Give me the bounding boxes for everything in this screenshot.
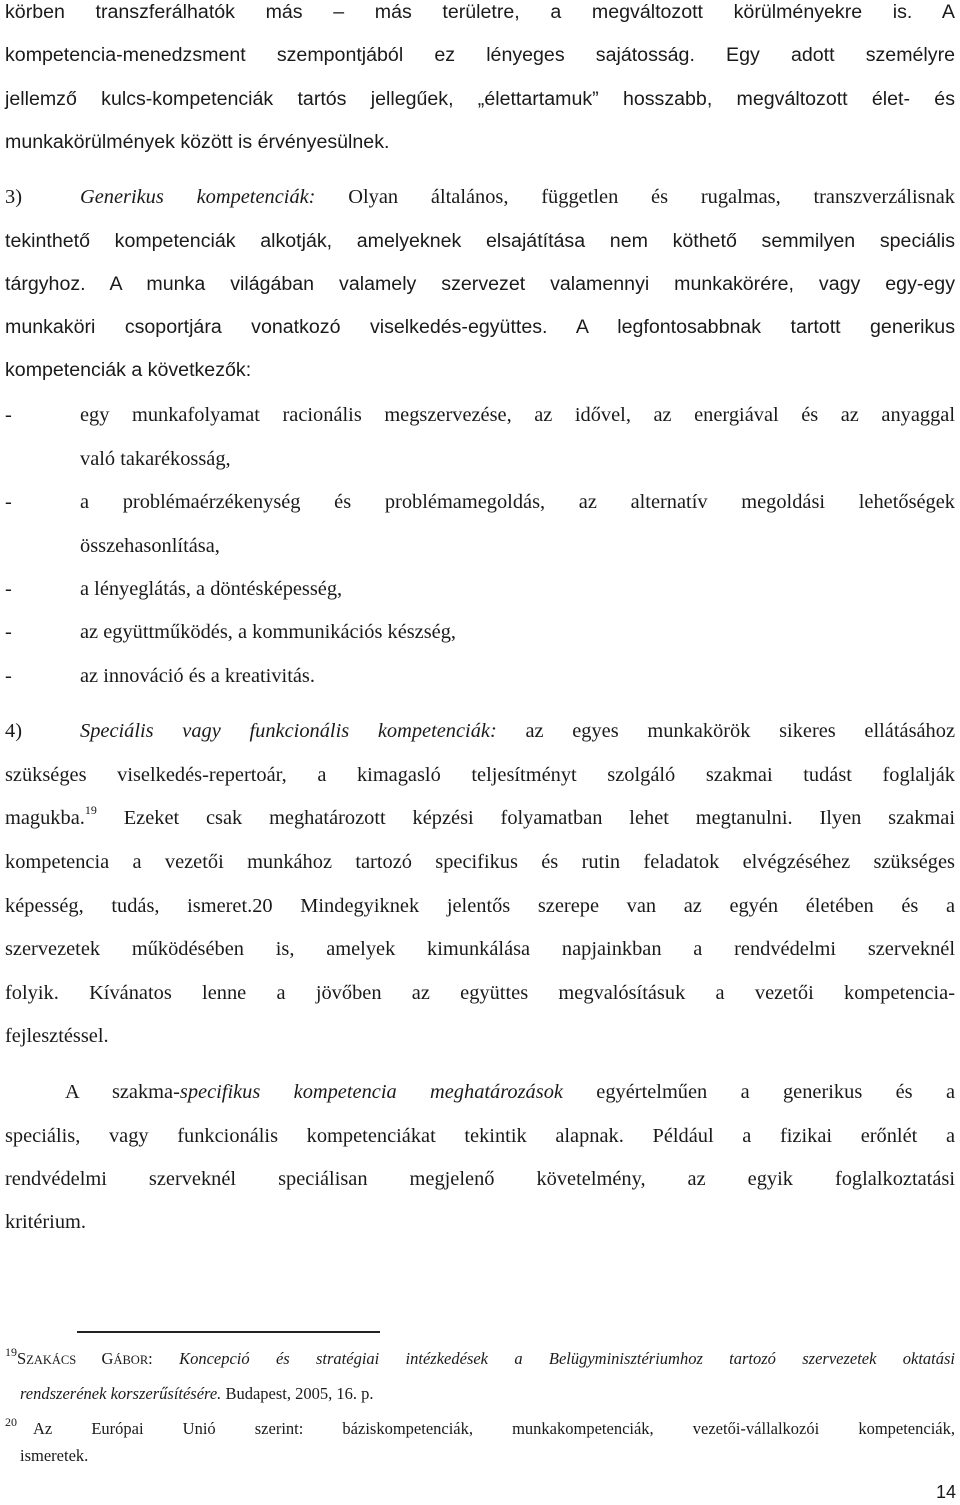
section4-line-7: folyik. Kívánatos lenne a jövőben az együttes megvalósításuk a vezetői kompetencia-	[5, 982, 955, 1004]
section4-line-3-b: Ezeket csak meghatározott képzési folyamatban lehet megtanulni. Ilyen szakmai	[96, 807, 955, 829]
final-para-italic: specifikus kompetencia meghatározások	[179, 1081, 563, 1103]
footnote-20-line-1: $^{20}$ Az Európai Unió szerint: báziskompetenciák, munkakompetenciák, vezetői-vállalkozói kompetenciák,	[5, 1414, 955, 1438]
footnote-19-line-2	[20, 1384, 955, 1404]
footnote-19-title-1: Koncepció és stratégiai intézkedések a Belügyminisztériumhoz tartozó szervezetek oktatási	[179, 1349, 956, 1368]
footnote-19-author-1: S	[17, 1349, 27, 1368]
section4-line-4: kompetencia a vezetői munkához tartozó specifikus és rutin feladatok elvégzéséhez szükséges	[5, 851, 955, 873]
section4-line-5: képesség, tudás, ismeret.20 Mindegyiknek jelentős szerepe van az egyén életében és a	[5, 895, 955, 917]
footnote-20-text-1: Az Európai Unió szerint: báziskompetenciák, munkakompetenciák, vezetői-vállalkozói kompetenciák,	[33, 1419, 955, 1438]
bullet-3: a lényeglátás, a döntésképesség,	[80, 578, 343, 600]
bullet-4: az együttműködés, a kommunikációs készség,	[80, 621, 457, 643]
bullet-dash-3: -	[5, 578, 12, 600]
section4-line-8: fejlesztéssel.	[5, 1025, 109, 1047]
footnote-19-number: 19	[5, 1344, 17, 1359]
footnote-19-author-2: ZAKÁCS	[26, 1353, 102, 1367]
footnote-19-title-2: rendszerének korszerűsítésére.	[20, 1384, 222, 1403]
section3-line-2: tekinthető kompetenciák alkotják, amelyeknek elsajátítása nem köthető semmilyen speciális	[5, 230, 955, 252]
footnote-19-colon: :	[148, 1349, 180, 1368]
footnote-separator	[77, 1331, 380, 1333]
final-para-line-2: speciális, vagy funkcionális kompetenciákat tekintik alapnak. Például a fizikai erőnlét a	[5, 1125, 955, 1147]
bullet-2-line-1: a problémaérzékenység és problémamegoldás, az alternatív megoldási lehetőségek	[80, 491, 955, 513]
section4-line-2: szükséges viselkedés-repertoár, a kimagasló teljesítményt szolgáló szakmai tudást foglalják	[5, 764, 955, 786]
bullet-dash-4: -	[5, 621, 12, 643]
final-para-line-1-c: egyértelműen a generikus és a	[562, 1081, 955, 1103]
section3-term: Generikus kompetenciák:	[80, 186, 316, 208]
intro-line-1: körben transzferálhatók más – más területre, a megváltozott körülményekre is. A	[5, 1, 955, 23]
bullet-1-line-1: egy munkafolyamat racionális megszervezése, az idővel, az energiával és az anyaggal	[80, 404, 955, 426]
intro-line-2: kompetencia-menedzsment szempontjából ez lényeges sajátosság. Egy adott személyre	[5, 44, 955, 66]
bullet-dash-2: -	[5, 491, 12, 513]
final-para-line-4: kritérium.	[5, 1211, 86, 1233]
footnote-19-author-4: ÁBOR	[113, 1353, 149, 1367]
footnote-20-line-2: ismeretek.	[20, 1446, 89, 1465]
section4-line-3-a: magukba.	[5, 807, 85, 829]
final-para-line-3: rendvédelmi szerveknél speciálisan megjelenő követelmény, az egyik foglalkoztatási	[5, 1168, 955, 1190]
section3-line-3: tárgyhoz. A munka világában valamely szervezet valamennyi munkakörére, vagy egy-egy	[5, 273, 955, 295]
section4-term: Speciális vagy funkcionális kompetenciák:	[80, 720, 497, 742]
footnote-19-line-1	[5, 1344, 956, 1370]
bullet-5: az innováció és a kreativitás.	[80, 665, 315, 687]
section3-line-1	[5, 185, 955, 209]
section3-line-4: munkaköri csoportjára vonatkozó viselkedés-együttes. A legfontosabbnak tartott generikus	[5, 316, 955, 338]
bullet-dash-1: -	[5, 404, 12, 426]
section4-line-1	[5, 719, 955, 743]
bullet-dash-5: -	[5, 665, 12, 687]
section3-number: 3)	[5, 186, 22, 208]
final-para-line-1	[65, 1080, 955, 1104]
section4-line-6: szervezetek működésében is, amelyek kimunkálása napjainkban a rendvédelmi szerveknél	[5, 938, 955, 960]
bullet-2-line-2: összehasonlítása,	[80, 535, 220, 557]
footnote-19-author-3: G	[101, 1349, 114, 1368]
page-number: 14	[935, 1482, 956, 1502]
section3-line-1-rest: Olyan általános, független és rugalmas, transzverzálisnak	[315, 186, 955, 208]
section4-number: 4)	[5, 720, 22, 742]
intro-line-4: munkakörülmények között is érvényesülnek.	[5, 131, 390, 153]
footnote-ref-19[interactable]: 19	[84, 803, 97, 818]
section4-line-1-rest: az egyes munkakörök sikeres ellátásához	[496, 720, 955, 742]
footnote-19-rest: Budapest, 2005, 16. p.	[221, 1384, 374, 1403]
intro-line-3: jellemző kulcs-kompetenciák tartós jellegűek, „élettartamuk” hosszabb, megváltozott élet- és	[5, 88, 955, 110]
section3-line-5: kompetenciák a következők:	[5, 359, 252, 381]
final-para-line-1-a: A szakma-	[65, 1081, 180, 1103]
section4-line-3	[5, 803, 955, 830]
bullet-1-line-2: való takarékosság,	[80, 448, 231, 470]
